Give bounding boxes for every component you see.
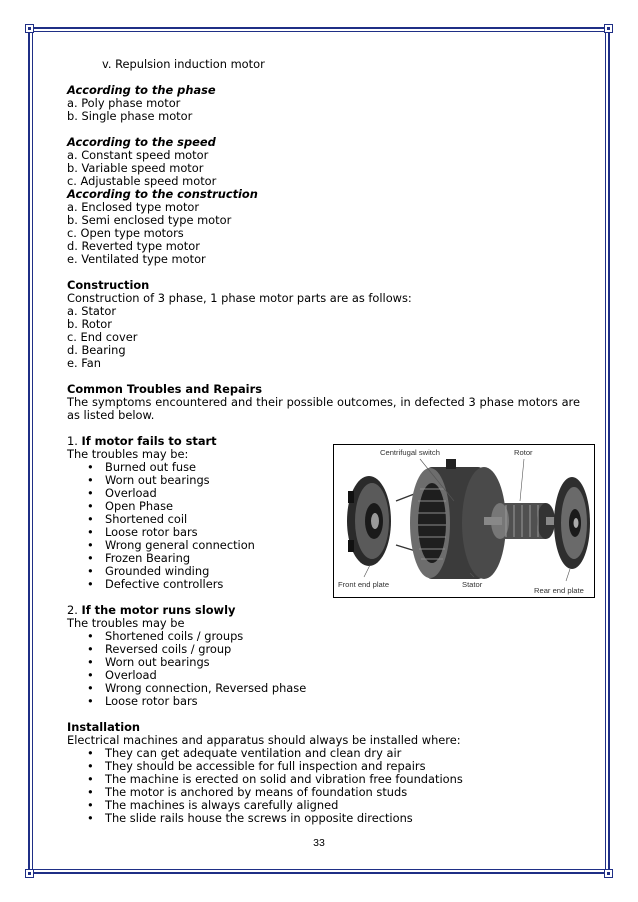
construction-intro: Construction of 3 phase, 1 phase motor parts are as follows: [67,291,412,305]
list-item: • The machine is erected on solid and vibration free foundations [87,772,463,786]
list-item: • Shortened coils / groups [87,629,244,643]
bullet-icon: • [87,746,94,760]
bullet-icon: • [87,577,94,591]
construction-type-list [67,201,582,266]
list-item: • Wrong connection, Reversed phase [87,681,307,695]
section-heading-phase: According to the phase [67,83,216,97]
bullet-icon: • [87,538,94,552]
list-item: • Worn out bearings [87,473,210,487]
bullet-icon: • [87,460,94,474]
list-item: • They should be accessible for full inspection and repairs [87,759,426,773]
subsection-number: 2. [67,603,78,617]
bullet-icon: • [87,473,94,487]
figure-label-rear-end-plate: Rear end plate [534,586,584,595]
list-item: • Overload [87,486,157,500]
motor-exploded-figure [333,444,595,598]
bullet-icon: • [87,798,94,812]
list-item: b. Variable speed motor [67,161,204,175]
phase-list [67,97,582,123]
bullet-icon: • [87,499,94,513]
list-item: • Loose rotor bars [87,694,198,708]
page-content [67,58,582,825]
list-item: c. Adjustable speed motor [67,174,217,188]
corner-ornament [25,869,34,878]
list-item: • The motor is anchored by means of foundation studs [87,785,408,799]
list-item: • Burned out fuse [87,460,197,474]
figure-label-front-end-plate: Front end plate [338,580,390,589]
bullet-icon: • [87,642,94,656]
bullet-icon: • [87,655,94,669]
speed-list [67,149,582,188]
list-item: • Open Phase [87,499,174,513]
bullet-icon: • [87,512,94,526]
list-item: v. Repulsion induction motor [102,57,265,71]
bullet-icon: • [87,551,94,565]
corner-ornament [25,24,34,33]
subsection-title: If the motor runs slowly [81,603,236,617]
section-heading-construction-type: According to the construction [67,187,258,201]
list-item: d. Reverted type motor [67,239,200,253]
runs-slowly-list [67,630,582,708]
list-item: • Worn out bearings [87,655,210,669]
list-item: • Defective controllers [87,577,224,591]
list-item: c. End cover [67,330,138,344]
construction-parts-list [67,305,582,370]
bullet-icon: • [87,525,94,539]
page-number: 33 [313,837,325,849]
list-item: a. Enclosed type motor [67,200,200,214]
section-heading-troubles: Common Troubles and Repairs [67,382,262,396]
list-item: e. Fan [67,356,101,370]
figure-label-stator: Stator [462,580,483,589]
list-item: • Overload [87,668,157,682]
list-item: b. Single phase motor [67,109,193,123]
list-item: • Frozen Bearing [87,551,191,565]
bullet-icon: • [87,759,94,773]
rotor-drawing [484,503,560,539]
list-item: e. Ventilated type motor [67,252,206,266]
list-item: a. Poly phase motor [67,96,181,110]
installation-list [67,747,582,825]
runs-slowly-intro: The troubles may be [67,616,185,630]
list-item: • The machines is always carefully aligned [87,798,339,812]
bullet-icon: • [87,486,94,500]
motor-illustration [334,445,594,597]
troubles-intro: The symptoms encountered and their possible outcomes, in defected 3 phase motors are as listed below. [67,395,580,422]
list-item: • The slide rails house the screws in opposite directions [87,811,413,825]
figure-label-centrifugal-switch: Centrifugal switch [380,448,440,457]
list-item: • Wrong general connection [87,538,255,552]
list-item: a. Constant speed motor [67,148,209,162]
bullet-icon: • [87,681,94,695]
section-heading-speed: According to the speed [67,135,216,149]
list-item: b. Semi enclosed type motor [67,213,232,227]
bullet-icon: • [87,811,94,825]
fails-to-start-intro: The troubles may be: [67,447,189,461]
list-item: c. Open type motors [67,226,184,240]
corner-ornament [604,869,613,878]
list-item: a. Stator [67,304,117,318]
subsection-title: If motor fails to start [81,434,217,448]
bullet-icon: • [87,629,94,643]
subsection-number: 1. [67,434,78,448]
section-heading-construction: Construction [67,278,150,292]
list-item: • Shortened coil [87,512,188,526]
bullet-icon: • [87,668,94,682]
rear-end-plate-drawing [554,477,590,569]
installation-intro: Electrical machines and apparatus should always be installed where: [67,733,461,747]
bullet-icon: • [87,772,94,786]
list-item: d. Bearing [67,343,126,357]
bullet-icon: • [87,785,94,799]
front-end-plate-drawing [347,476,391,566]
list-item: b. Rotor [67,317,112,331]
list-item: • Loose rotor bars [87,525,198,539]
corner-ornament [604,24,613,33]
list-item: • Grounded winding [87,564,210,578]
list-item: • Reversed coils / group [87,642,232,656]
section-heading-installation: Installation [67,720,141,734]
bullet-icon: • [87,694,94,708]
list-item: • They can get adequate ventilation and clean dry air [87,746,402,760]
bullet-icon: • [87,564,94,578]
figure-label-rotor: Rotor [514,448,533,457]
